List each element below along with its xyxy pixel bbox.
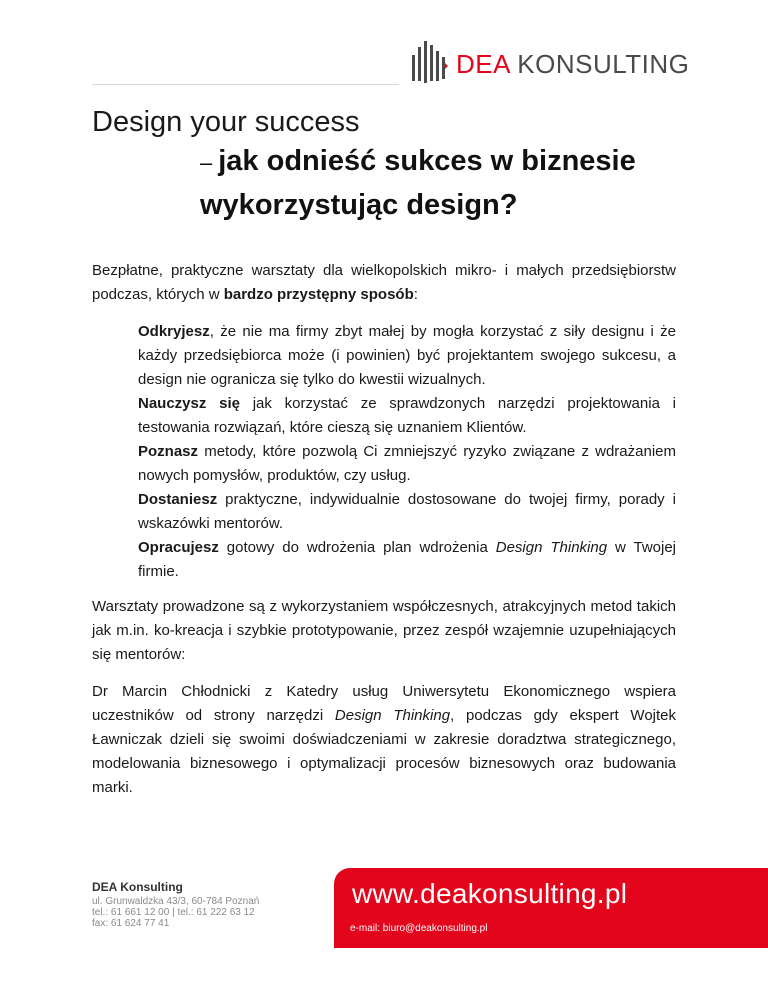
footer-banner [334, 868, 768, 948]
logo-brand: DEA [456, 49, 510, 79]
item-text: , że nie ma firmy zbyt małej by mogła korzystać z siły designu i że każdy przedsiębiorca może (i powinien) być projektantem swojego sukcesu, a design nie ogranicza się tylko do kwestii wizualnych. [138, 323, 676, 388]
item-text: praktyczne, indywidualnie dostosowane do twojej firmy, porady i wskazówki mentorów. [138, 491, 676, 532]
item-bold: Dostaniesz [138, 491, 218, 508]
www-prefix: www. [352, 878, 421, 909]
company-logo [412, 40, 689, 88]
logo-wordmark [456, 51, 689, 77]
document-title: Design your success [92, 106, 360, 138]
dea-barcode-logo-icon [412, 41, 448, 87]
website-link[interactable] [352, 878, 627, 910]
subtitle-dash: – [200, 150, 213, 175]
footer-company: DEA Konsulting [92, 880, 183, 894]
item-italic: Design Thinking [495, 539, 608, 556]
item-text: gotowy do wdrożenia plan wdrożenia [218, 539, 496, 556]
footer-fax: fax: 61 624 77 41 [92, 918, 170, 929]
mentors-paragraph [92, 680, 676, 800]
item-bold: Odkryjesz [138, 323, 210, 340]
list-item [138, 536, 676, 584]
list-item [138, 392, 676, 440]
item-bold: Opracujesz [138, 539, 219, 556]
mentors-text-1: Dr Marcin Chłodnicki z Katedry usług Uniwersytetu Ekonomicznego wspiera uczestników od strony narzędzi [92, 683, 676, 724]
header-rule [92, 84, 399, 85]
mentors-text-2: , podczas gdy ekspert Wojtek Ławniczak dzieli się swoimi doświadczeniami w zakresie doradztwa strategicznego, modelowania biznesowego i optymalizacji procesów biznesowych oraz budowania marki. [92, 707, 676, 796]
footer-phones: tel.: 61 661 12 00 | tel.: 61 222 63 12 [92, 907, 255, 918]
benefits-list [138, 320, 676, 584]
item-bold: Poznasz [138, 443, 199, 460]
email-link[interactable]: e-mail: biuro@deakonsulting.pl [350, 923, 488, 934]
logo-rest: KONSULTING [517, 49, 690, 79]
item-bold: Nauczysz się [138, 395, 240, 412]
intro-end: : [413, 286, 418, 303]
www-domain: deakonsulting.pl [420, 878, 628, 909]
item-text: jak korzystać ze sprawdzonych narzędzi projektowania i testowania rozwiązań, które cieszą się uznaniem Klientów. [138, 395, 676, 436]
methods-paragraph: Warsztaty prowadzone są z wykorzystaniem współczesnych, atrakcyjnych metod takich jak m.in. ko-kreacja i szybkie prototypowanie, przez zespół wzajemnie uzupełniających się mentorów: [92, 598, 676, 663]
subtitle-text: jak odnieść sukces w biznesie wykorzystując design? [200, 145, 636, 221]
item-end: w Twojej firmie. [138, 539, 677, 580]
intro-paragraph [92, 259, 676, 307]
footer-contact [92, 880, 332, 929]
footer-address: ul. Grunwaldzka 43/3, 60-784 Poznań [92, 896, 260, 907]
list-item [138, 320, 676, 392]
list-item [138, 488, 676, 536]
document-subtitle [200, 140, 720, 226]
intro-bold: bardzo przystępny sposób [223, 286, 414, 303]
list-item [138, 440, 676, 488]
mentors-italic: Design Thinking [334, 707, 451, 724]
item-text: metody, które pozwolą Ci zmniejszyć ryzyko związane z wdrażaniem nowych pomysłów, produktów, czy usług. [138, 443, 676, 484]
intro-text: Bezpłatne, praktyczne warsztaty dla wielkopolskich mikro- i małych przedsiębiorstw podczas, których w [92, 262, 676, 303]
